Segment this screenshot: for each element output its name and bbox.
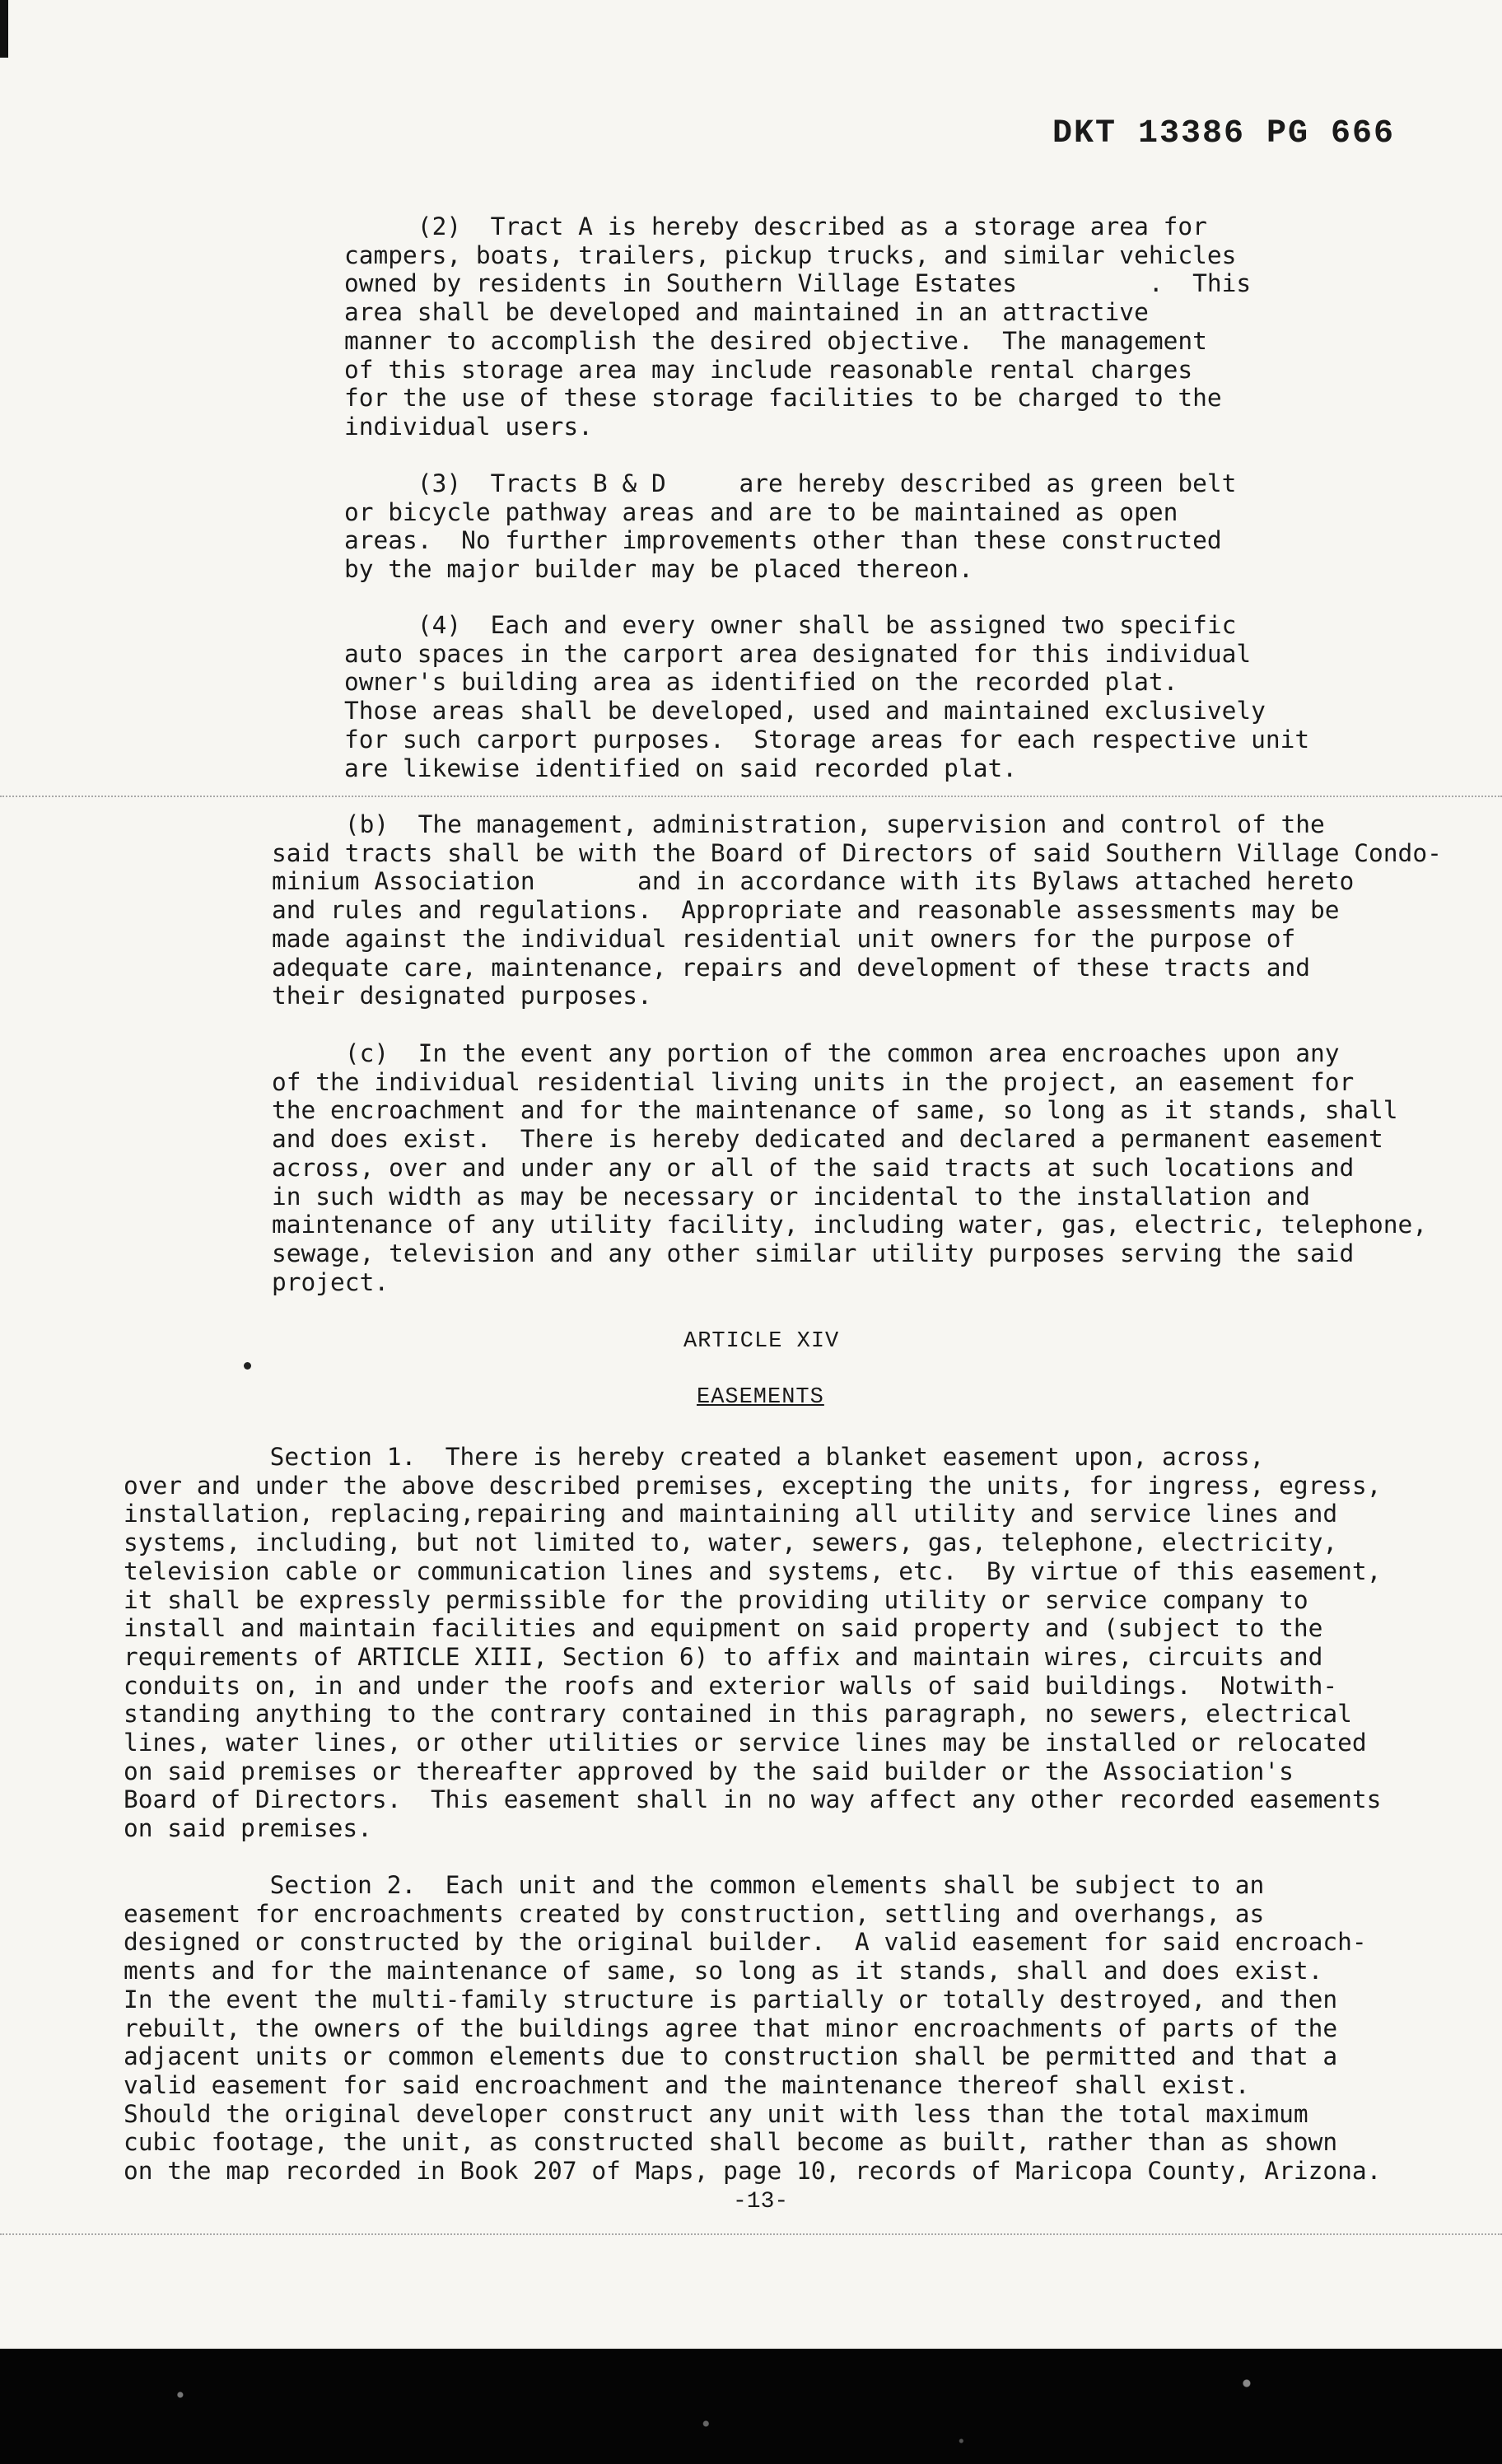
page-number: -13- (733, 2189, 789, 2214)
article-subtitle: EASEMENTS (697, 1385, 824, 1410)
paragraph-tracts-b-d: (3) Tracts B & D are hereby described as green belt or bicycle pathway areas and are to be maintained as open areas. No further improvements other than these constructed by the major builder may be placed thereon. (344, 469, 1237, 584)
recording-reference: DKT 13386 PG 666 (1052, 115, 1395, 152)
stray-mark (244, 1362, 251, 1370)
paragraph-carport-spaces: (4) Each and every owner shall be assigned two specific auto spaces in the carport area designated for this individual owner's building area as identified on the recorded plat. Those areas shall be developed, used and maintained exclusively for such carport purposes. Storage areas for each respective unit are likewise identified on said recorded plat. (344, 611, 1310, 782)
section-2: Section 2. Each unit and the common elements shall be subject to an easement for encroachments created by construction, settling and overhangs, as designed or constructed by the original builder. A valid easement for said encroach- ments and for the maintenance of same, so long as it stands, shall and does exist. In the event the multi-family structure is partially or totally destroyed, and then rebuilt, the owners of the buildings agree that minor encroachments of parts of the adjacent units or common elements due to construction shall be permitted and that a valid easement for said encroachment and the maintenance thereof shall exist. Should the original developer construct any unit with less than the total maximum cubic footage, the unit, as constructed shall become as built, rather than as shown on the map recorded in Book 207 of Maps, page 10, records of Maricopa County, Arizona. (124, 1871, 1382, 2186)
scan-artifact-line-bottom (0, 2233, 1502, 2235)
paragraph-management: (b) The management, administration, supervision and control of the said tracts shall be with the Board of Directors of said Southern Village Condo- minium Association and in accordance with its Bylaws attached hereto and rules and regulations. Appropriate and reasonable assessments may be made against the individual residential unit owners for the purpose of adequate care, maintenance, repairs and development of these tracts and their designated purposes. (272, 810, 1442, 1010)
scan-artifact-line (0, 796, 1502, 797)
paragraph-tract-a: (2) Tract A is hereby described as a storage area for campers, boats, trailers, pickup trucks, and similar vehicles owned by residents in Southern Village Estates . This area shall be developed and maintained in an attractive manner to accomplish the desired objective. The management of this storage area may include reasonable rental charges for the use of these storage facilities to be charged to the individual users. (344, 212, 1252, 441)
article-title: ARTICLE XIV (683, 1329, 840, 1354)
section-1: Section 1. There is hereby created a blanket easement upon, across, over and under the above described premises, excepting the units, for ingress, egress, installation, replacing,repairing and maintaining all utility and service lines and systems, including, but not limited to, water, sewers, gas, telephone, electricity, television cable or communication lines and systems, etc. By virtue of this easement, it shall be expressly permissible for the providing utility or service company to install and maintain facilities and equipment on said property and (subject to the requirements of ARTICLE XIII, Section 6) to affix and maintain wires, circuits and conduits on, in and under the roofs and exterior walls of said buildings. Notwith- standing anything to the contrary contained in this paragraph, no sewers, electrical lines, water lines, or other utilities or service lines may be installed or relocated on said premises or thereafter approved by the said builder or the Association's Board of Directors. This easement shall in no way affect any other recorded easements on said premises. (124, 1443, 1382, 1843)
scan-noise-band (0, 2349, 1502, 2464)
scan-edge-mark (0, 0, 8, 58)
paragraph-common-area-encroach: (c) In the event any portion of the common area encroaches upon any of the individual residential living units in the project, an easement for the encroachment and for the maintenance of same, so long as it stands, shall and does exist. There is hereby dedicated and declared a permanent easement across, over and under any or all of the said tracts at such locations and in such width as may be necessary or incidental to the installation and maintenance of any utility facility, including water, gas, electric, telephone, sewage, television and any other similar utility purposes serving the said project. (272, 1039, 1428, 1296)
